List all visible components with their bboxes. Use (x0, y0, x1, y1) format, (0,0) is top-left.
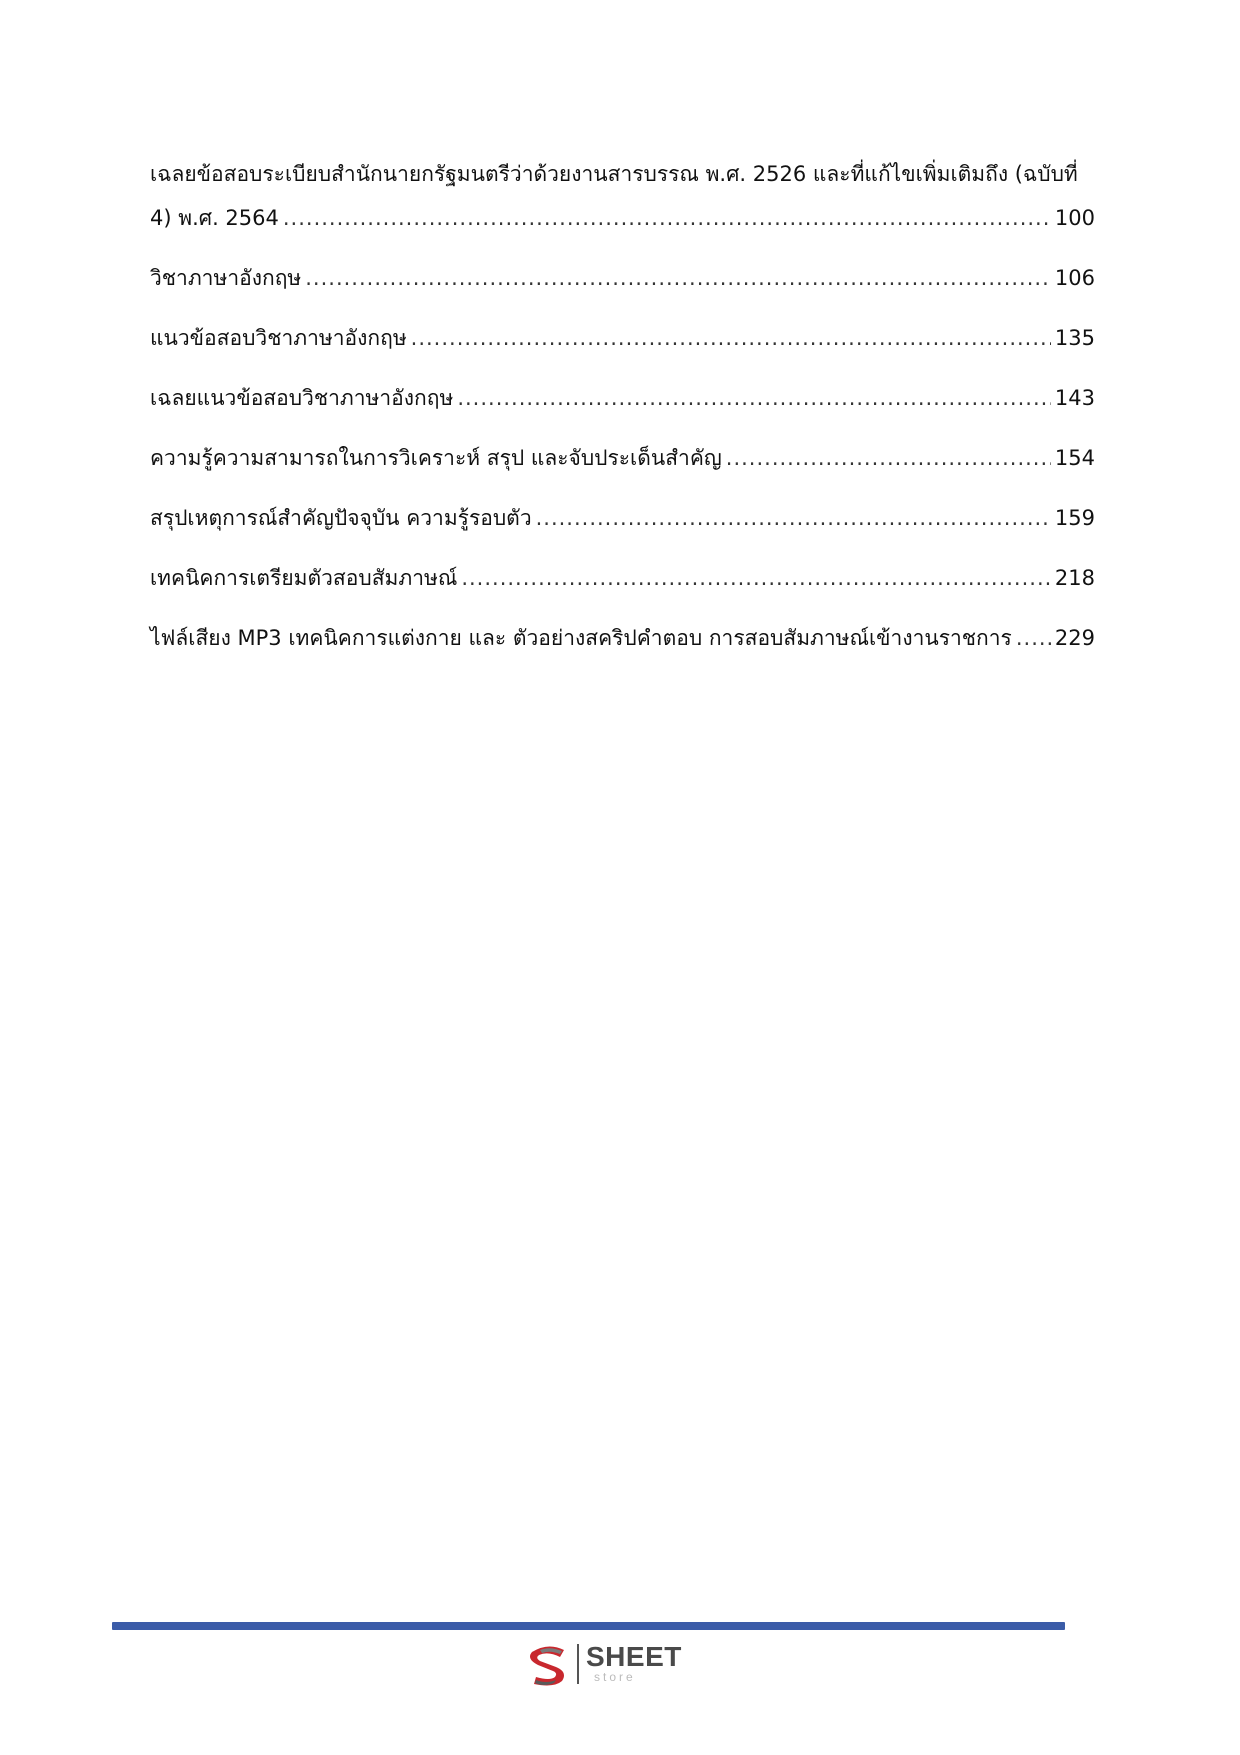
toc-entry-page-number: 135 (1054, 326, 1095, 350)
toc-entry-title: สรุปเหตุการณ์สำคัญปัจจุบัน ความรู้รอบตัว (150, 506, 532, 530)
dot-leader (536, 496, 1051, 540)
toc-entry[interactable] (150, 496, 1095, 540)
toc-entry-page-number: 218 (1054, 566, 1095, 590)
toc-entry[interactable] (150, 556, 1095, 600)
toc-entry[interactable] (150, 316, 1095, 360)
sheet-store-s-logo-icon (526, 1642, 570, 1688)
toc-entry[interactable] (150, 152, 1095, 240)
dot-leader (305, 256, 1051, 300)
dot-leader (726, 436, 1051, 480)
footer-divider (112, 1622, 1065, 1630)
toc-entry[interactable] (150, 256, 1095, 300)
toc-entry-title: เทคนิคการเตรียมตัวสอบสัมภาษณ์ (150, 566, 458, 590)
toc-entry-page-number: 159 (1054, 506, 1095, 530)
dot-leader (461, 556, 1051, 600)
toc-entry[interactable] (150, 376, 1095, 420)
toc-entry-page-number: 106 (1054, 266, 1095, 290)
toc-entry-title: วิชาภาษาอังกฤษ (150, 266, 302, 290)
dot-leader (411, 316, 1051, 360)
dot-leader (1016, 616, 1051, 660)
toc-entry-title: เฉลยแนวข้อสอบวิชาภาษาอังกฤษ (150, 386, 454, 410)
toc-entry-page-number: 143 (1054, 386, 1095, 410)
footer-logo (526, 1642, 686, 1688)
logo-subtext: store (594, 1670, 636, 1684)
toc-entry-title: ความรู้ความสามารถในการวิเคราะห์ สรุป และจับประเด็นสำคัญ (150, 446, 722, 470)
logo-wordmark: SHEET (586, 1641, 682, 1672)
toc-entry-page-number: 154 (1054, 446, 1095, 470)
toc-entry-title-line1: เฉลยข้อสอบระเบียบสำนักนายกรัฐมนตรีว่าด้วยงานสารบรรณ พ.ศ. 2526 และที่แก้ไขเพิ่มเติมถึง (ฉบับที่ (150, 162, 1078, 186)
table-of-contents (150, 152, 1095, 676)
toc-entry-page-number: 100 (1054, 206, 1095, 230)
toc-entry-title: ไฟล์เสียง MP3 เทคนิคการแต่งกาย และ ตัวอย่างสคริปคำตอบ การสอบสัมภาษณ์เข้างานราชการ (150, 626, 1012, 650)
toc-entry[interactable] (150, 436, 1095, 480)
toc-entry-page-number: 229 (1054, 626, 1095, 650)
dot-leader (457, 376, 1051, 420)
toc-entry[interactable] (150, 616, 1095, 660)
toc-entry-title: แนวข้อสอบวิชาภาษาอังกฤษ (150, 326, 407, 350)
logo-divider (577, 1644, 579, 1684)
toc-entry-title: 4) พ.ศ. 2564 (150, 206, 279, 230)
dot-leader (283, 196, 1051, 240)
